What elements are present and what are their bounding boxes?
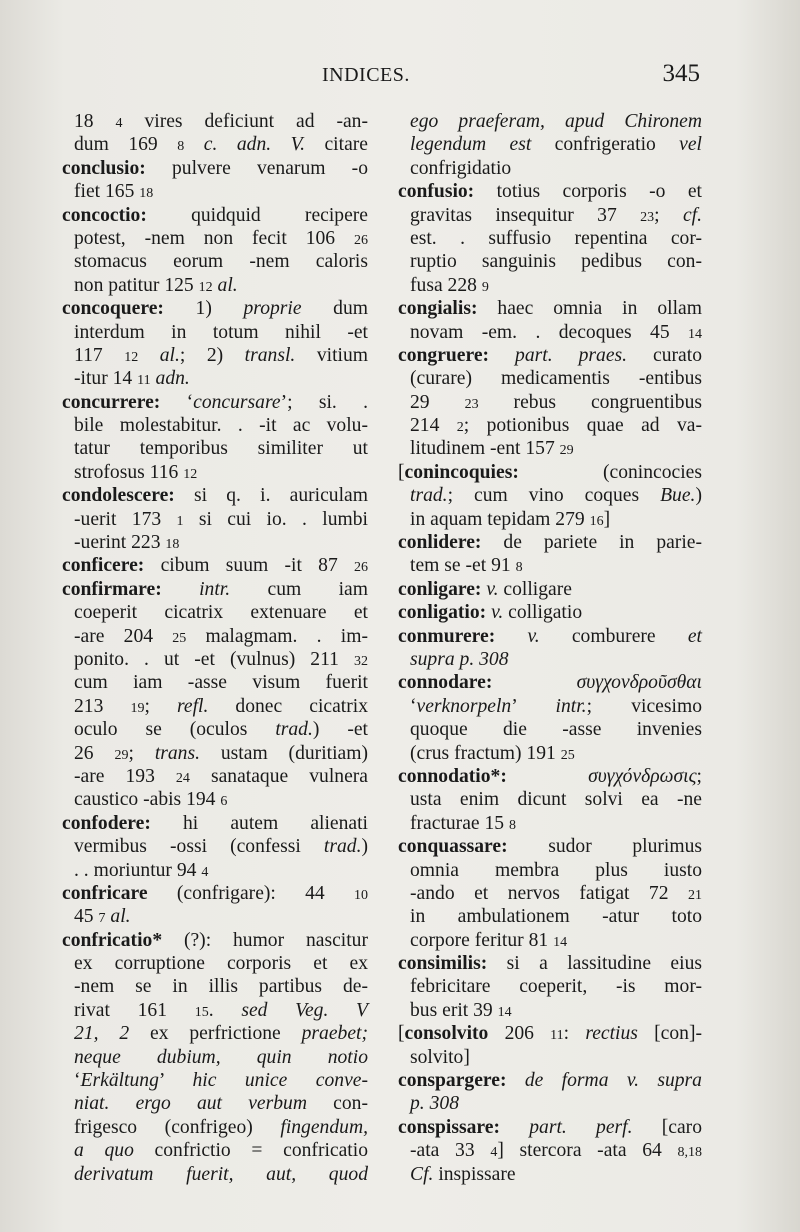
entry-continuation-line: -uerint 223 18 <box>74 532 180 554</box>
entry-continuation-line: bus erit 39 14 <box>410 999 512 1021</box>
entry-continuation-line: confrigidatio <box>410 157 512 179</box>
entry-continuation-line: febricitare coeperit, -is mor- <box>410 976 702 998</box>
entry-continuation-line: -ando et nervos fatigat 72 21 <box>410 882 702 904</box>
entry-headword-line: conligare: v. colligare <box>398 578 572 600</box>
entry-continuation-line: ‘verknorpeln’ intr.; vicesimo <box>410 695 702 717</box>
entry-continuation-line: derivatum fuerit, aut, quod <box>74 1163 368 1185</box>
entry-continuation-line: coeperit cicatrix extenuare et <box>74 602 368 624</box>
entry-continuation-line: neque dubium, quin notio <box>74 1046 368 1068</box>
entry-continuation-line: strofosus 116 12 <box>74 461 198 483</box>
entry-headword-line: [conincoquies: (conincocies <box>398 461 702 483</box>
entry-headword-line: connodatio*: συγχόνδρωσις; <box>398 765 702 787</box>
entry-continuation-line: bile molestabitur. . -it ac volu- <box>74 415 368 437</box>
entry-continuation-line: . . moriuntur 94 4 <box>74 859 209 881</box>
entry-headword-line: connodare: συγχονδροῦσθαι <box>398 672 702 694</box>
entry-continuation-line: ruptio sanguinis pedibus con- <box>410 251 702 273</box>
entry-continuation-line: cum iam -asse visum fuerit <box>74 672 368 694</box>
entry-continuation-line: 214 2; potionibus quae ad va- <box>410 415 702 437</box>
entry-continuation-line: niat. ergo aut verbum con- <box>74 1093 368 1115</box>
entry-continuation-line: (curare) medicamentis -entibus <box>410 368 702 390</box>
entry-continuation-line: in aquam tepidam 279 16] <box>410 508 611 530</box>
entry-continuation-line: -are 204 25 malagmam. . im- <box>74 625 368 647</box>
entry-continuation-line: -nem se in illis partibus de- <box>74 976 368 998</box>
entry-continuation-line: novam -em. . decoques 45 14 <box>410 321 702 343</box>
entry-continuation-line: quoque die -asse invenies <box>410 719 702 741</box>
running-title: INDICES. <box>322 64 410 86</box>
entry-continuation-line: ponito. . ut -et (vulnus) 211 32 <box>74 648 368 670</box>
entry-headword-line: condolescere: si q. i. auriculam <box>62 485 368 507</box>
entry-continuation-line: -uerit 173 1 si cui io. . lumbi <box>74 508 368 530</box>
left-column <box>62 110 368 1186</box>
entry-continuation-line: rivat 161 15. sed Veg. V <box>74 999 369 1021</box>
entry-continuation-line: p. 308 <box>410 1093 459 1115</box>
entry-headword-line: confirmare: intr. cum iam <box>62 578 368 600</box>
entry-continuation-line: caustico -abis 194 6 <box>74 789 228 811</box>
entry-headword-line: concurrere: ‘concursare’; si. . <box>62 391 368 413</box>
entry-continuation-line: supra p. 308 <box>410 648 509 670</box>
entry-continuation-line: frigesco (confrigeo) fingendum, <box>74 1116 368 1138</box>
entry-continuation-line: usta enim dicunt solvi ea -ne <box>410 789 702 811</box>
entry-headword-line: [consolvito 206 11: rectius [con]- <box>398 1023 702 1045</box>
entry-continuation-line: fiet 165 18 <box>74 181 154 203</box>
entry-headword-line: congialis: haec omnia in ollam <box>398 298 702 320</box>
entry-continuation-line: dum 169 8 c. adn. V. citare <box>74 134 368 156</box>
entry-continuation-line: fusa 228 9 <box>410 274 489 296</box>
entry-continuation-line: 117 12 al.; 2) transl. vitium <box>74 344 368 366</box>
entry-continuation-line: 29 23 rebus congruentibus <box>410 391 702 413</box>
entry-continuation-line: (crus fractum) 191 25 <box>410 742 575 764</box>
entry-continuation-line: 45 7 al. <box>74 906 131 928</box>
entry-continuation-line: 21, 2 ex perfrictione praebet; <box>74 1023 369 1045</box>
entry-continuation-line: tem se -et 91 8 <box>410 555 523 577</box>
entry-continuation-line: -are 193 24 sanataque vulnera <box>74 765 368 787</box>
entry-continuation-line: fracturae 15 8 <box>410 812 516 834</box>
entry-continuation-line: solvito] <box>410 1046 470 1068</box>
entry-continuation-line: in ambulationem -atur toto <box>410 906 702 928</box>
entry-headword-line: conspissare: part. perf. [caro <box>398 1116 703 1138</box>
entry-continuation-line: 26 29; trans. ustam (duritiam) <box>74 742 368 764</box>
page-number: 345 <box>662 60 700 87</box>
entry-continuation-line: omnia membra plus iusto <box>410 859 702 881</box>
entry-continuation-line: trad.; cum vino coques Bue.) <box>410 485 702 507</box>
entry-headword-line: conlidere: de pariete in parie- <box>398 532 702 554</box>
entry-continuation-line: legendum est confrigeratio vel <box>410 134 702 156</box>
entry-continuation-line: litudinem -ent 157 29 <box>410 438 574 460</box>
entry-continuation-line: oculo se (oculos trad.) -et <box>74 719 368 741</box>
entry-headword-line: concoquere: 1) proprie dum <box>62 298 369 320</box>
entry-continuation-line: ‘Erkältung’ hic unice conve- <box>74 1070 369 1092</box>
entry-headword-line: confodere: hi autem alienati <box>62 812 368 834</box>
entry-continuation-line: -ata 33 4] stercora -ata 64 8,18 <box>410 1140 702 1162</box>
entry-continuation-line: stomacus eorum -nem caloris <box>74 251 368 273</box>
entry-continuation-line: interdum in totum nihil -et <box>74 321 368 343</box>
entry-continuation-line: tatur temporibus similiter ut <box>74 438 368 460</box>
entry-continuation-line: non patitur 125 12 al. <box>74 274 238 296</box>
entry-headword-line: confricare (confrigare): 44 10 <box>62 882 368 904</box>
entry-headword-line: confusio: totius corporis -o et <box>398 181 702 203</box>
entry-continuation-line: ex corruptione corporis et ex <box>74 953 368 975</box>
entry-continuation-line: potest, -nem non fecit 106 26 <box>74 227 368 249</box>
entry-continuation-line: gravitas insequitur 37 23; cf. <box>410 204 702 226</box>
entry-headword-line: conclusio: pulvere venarum -o <box>62 157 368 179</box>
entry-continuation-line: -itur 14 11 adn. <box>74 368 190 390</box>
entry-headword-line: congruere: part. praes. curato <box>398 344 702 366</box>
entry-headword-line: confricatio* (?): humor nascitur <box>62 929 368 951</box>
entry-headword-line: conligatio: v. colligatio <box>398 602 583 624</box>
entry-continuation-line: corpore feritur 81 14 <box>410 929 568 951</box>
entry-headword-line: conspargere: de forma v. supra <box>398 1070 702 1092</box>
entry-headword-line: consimilis: si a lassitudine eius <box>398 953 702 975</box>
entry-continuation-line: vermibus -ossi (confessi trad.) <box>74 836 368 858</box>
right-column <box>398 110 702 1186</box>
entry-continuation-line: est. . suffusio repentina cor- <box>410 227 702 249</box>
entry-headword-line: conquassare: sudor plurimus <box>398 836 702 858</box>
entry-continuation-line: 18 4 vires deficiunt ad -an- <box>74 111 369 132</box>
entry-continuation-line: Cf. inspissare <box>410 1163 516 1185</box>
page-header <box>60 60 700 96</box>
entry-headword-line: concoctio: quidquid recipere <box>62 204 368 226</box>
entry-headword-line: conficere: cibum suum -it 87 26 <box>62 555 368 577</box>
entry-continuation-line: 213 19; refl. donec cicatrix <box>74 695 369 717</box>
entry-continuation-line: ego praeferam, apud Chironem <box>410 111 702 132</box>
entry-headword-line: conmurere: v. comburere et <box>398 625 702 647</box>
entry-continuation-line: a quo confrictio = confricatio <box>74 1140 368 1162</box>
